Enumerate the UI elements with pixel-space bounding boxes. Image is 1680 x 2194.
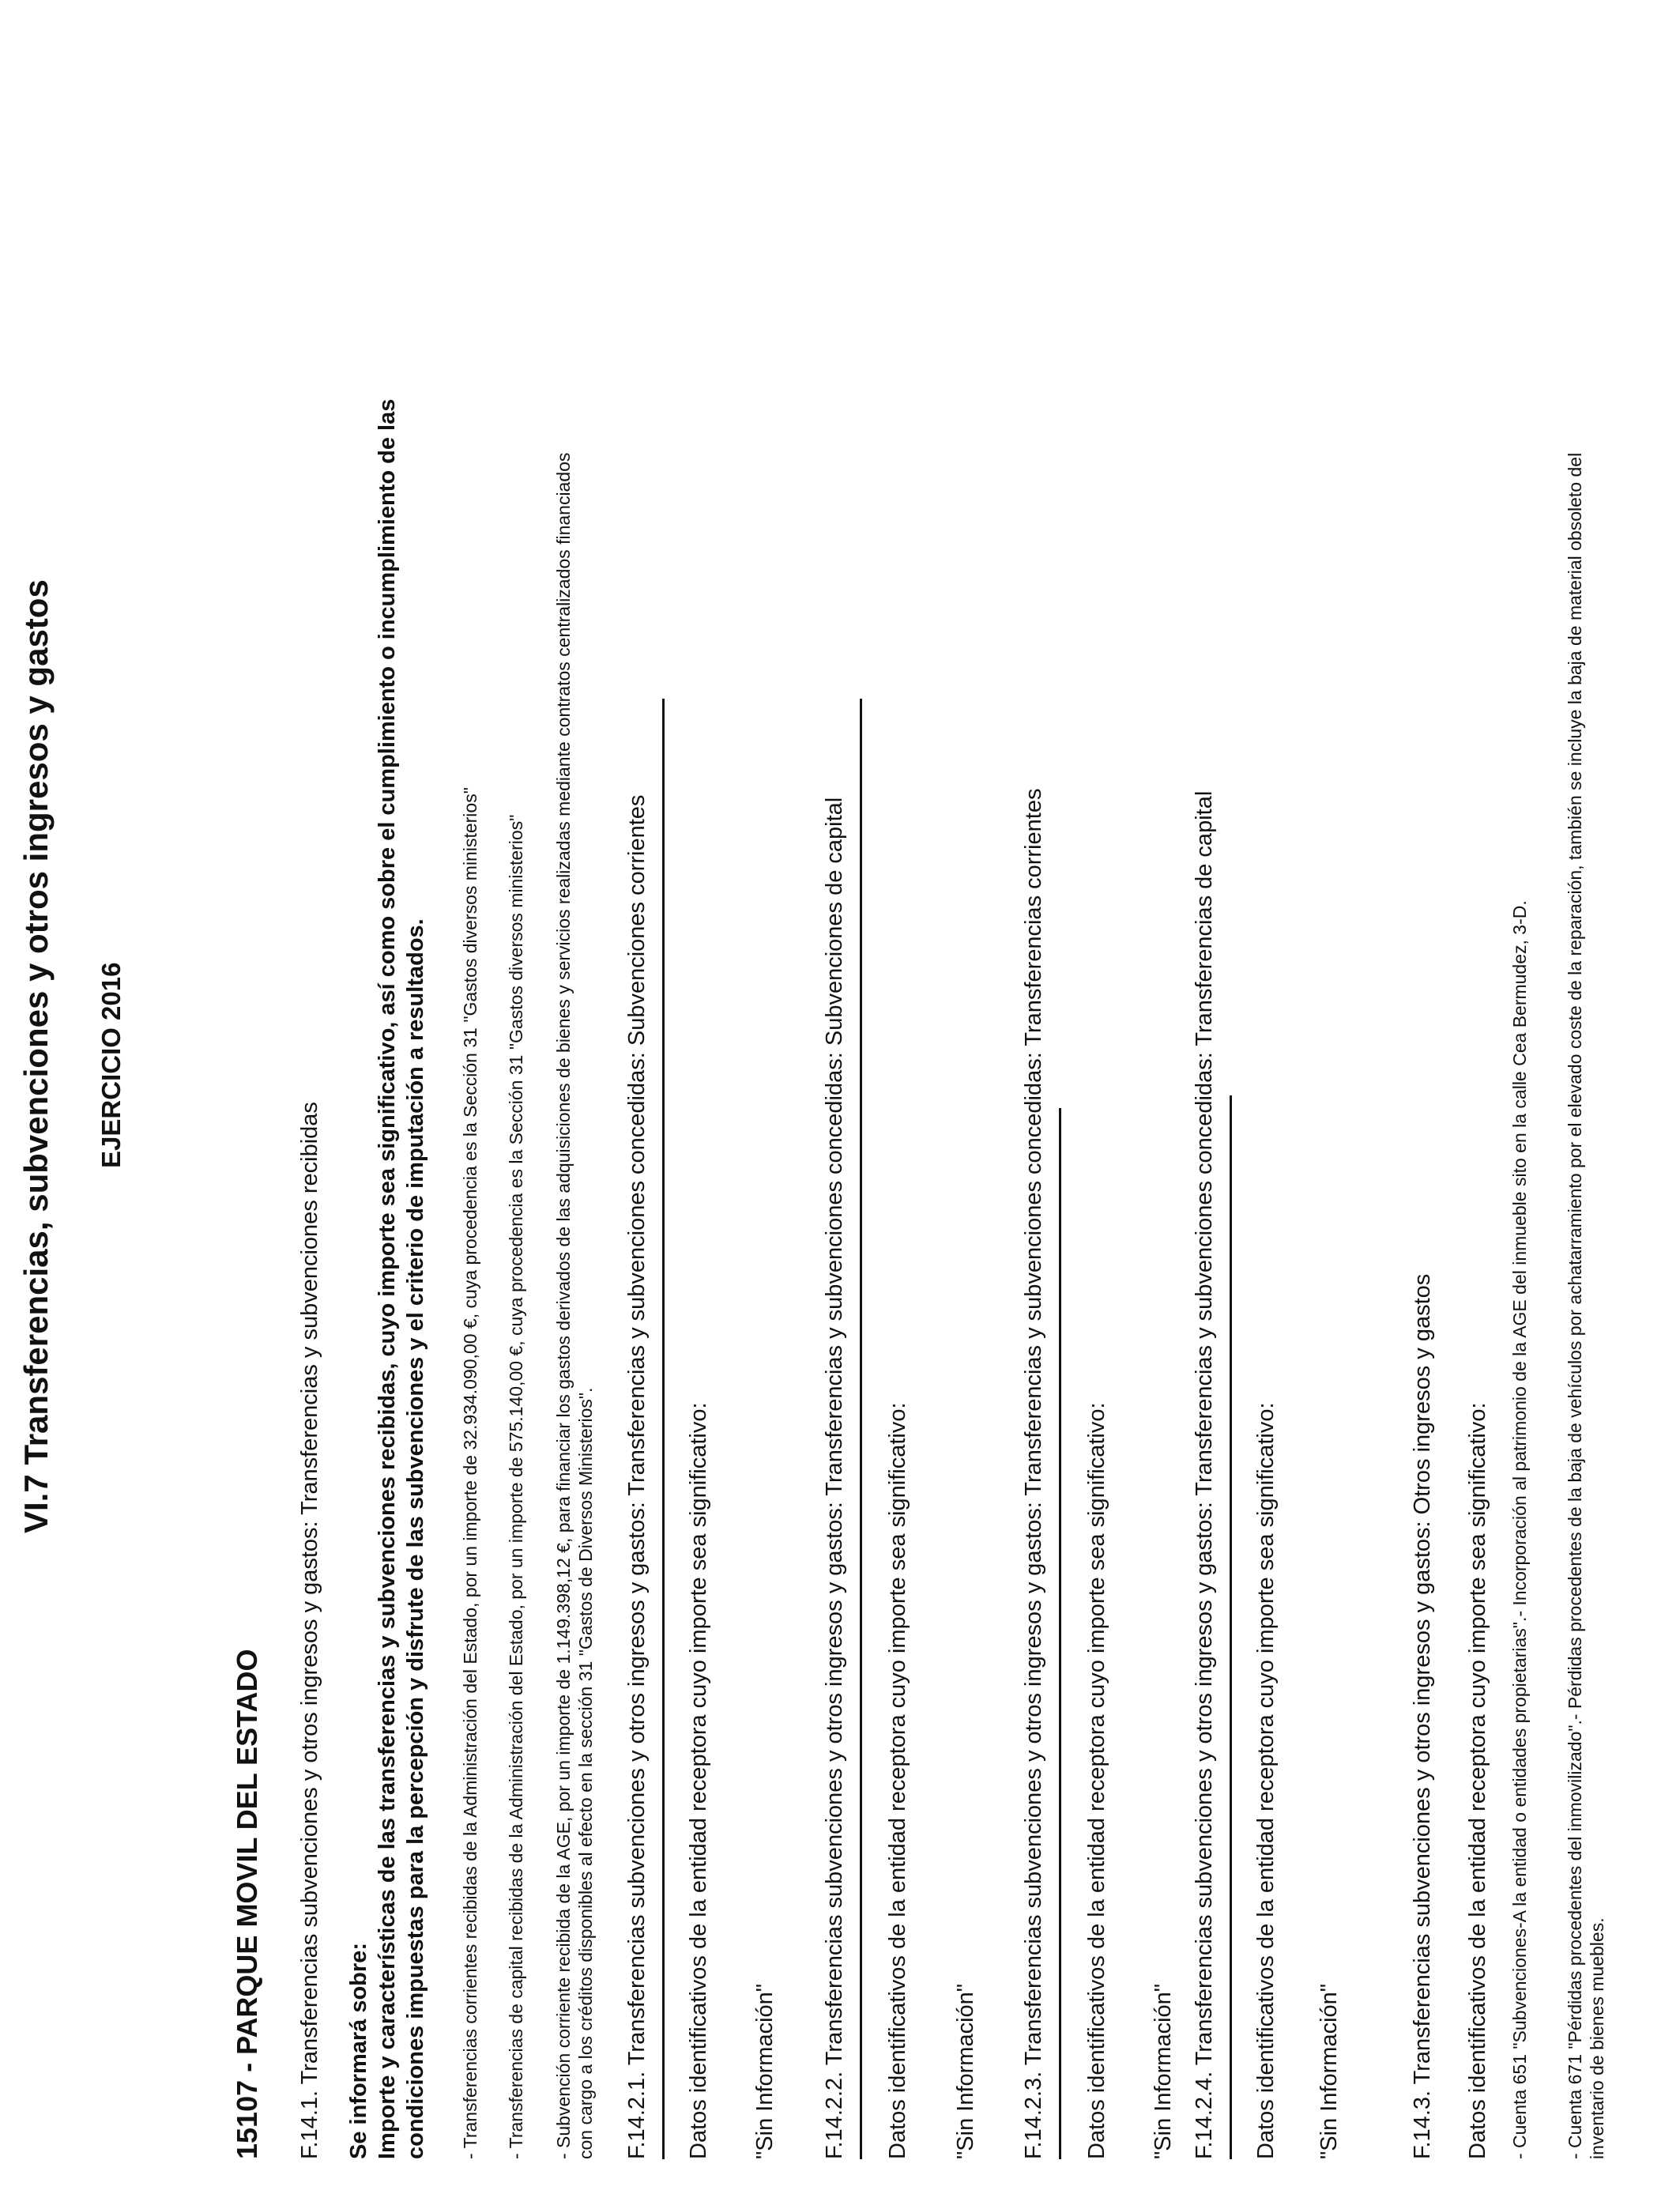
- f14222-datos-label: Datos identificativos de la entidad receptora cuyo importe sea significativo:: [885, 1402, 910, 2159]
- section-divider: [860, 699, 862, 2159]
- f14224-value: "Sin Información": [1317, 1983, 1342, 2159]
- entity-title: 15107 - PARQUE MOVIL DEL ESTADO: [231, 1649, 263, 2159]
- f1441-intro: Se informará sobre:: [346, 1943, 371, 2159]
- section-divider: [1230, 1095, 1232, 2159]
- section-divider: [662, 699, 665, 2159]
- section-divider: [1059, 1108, 1061, 2159]
- f1441-item-3-line-2: con cargo a los créditos disponibles al efecto en la sección 31 "Gastos de Diversos Ministerios".: [575, 1387, 596, 2159]
- f14221-datos-label: Datos identificativos de la entidad receptora cuyo importe sea significativo:: [686, 1402, 711, 2159]
- f1441-item-1: - Transferencias corrientes recibidas de la Administración del Estado, por un importe de 32.934.090,00 €, cuya procedencia es la Sección 31 "Gastos diversos ministerios": [460, 787, 480, 2159]
- f14222-heading: F.14.2.2. Transferencias subvenciones y otros ingresos y gastos: Transferencias y subvenciones concedidas: Subvenciones de capital: [822, 797, 847, 2159]
- f1443-item-1: - Cuenta 651 "Subvenciones-A la entidad o entidades propietarias".- Incorporación al patrimonio de la AGE del inmueble sito en la calle Cea Bermudez, 3-D.: [1509, 900, 1530, 2159]
- f1443-item-2-line-2: inventario de bienes muebles.: [1587, 1917, 1607, 2159]
- f1443-datos-label: Datos identificativos de la entidad receptora cuyo importe sea significativo:: [1465, 1402, 1490, 2159]
- f14224-datos-label: Datos identificativos de la entidad receptora cuyo importe sea significativo:: [1253, 1402, 1279, 2159]
- f14221-value: "Sin Información": [752, 1983, 778, 2159]
- f1443-heading: F.14.3. Transferencias subvenciones y otros ingresos y gastos: Otros ingresos y gastos: [1410, 1273, 1435, 2159]
- f14223-datos-label: Datos identificativos de la entidad receptora cuyo importe sea significativo:: [1084, 1402, 1109, 2159]
- f1443-item-2-line-1: - Cuenta 671 "Pérdidas procedentes del inmovilizado".- Pérdidas procedentes de la baja de vehículos por achatarramiento por el elevado coste de la reparación, también se incluye la baja de material obsoleto del: [1565, 452, 1585, 2159]
- page-title: VI.7 Transferencias, subvenciones y otros ingresos y gastos: [17, 579, 55, 1533]
- f1441-intro-line-1: Importe y características de las transferencias y subvenciones recibidas, cuyo importe sea significativo, así como sobre el cumplimiento o incumplimiento de las: [375, 398, 400, 2159]
- f1441-item-2: - Transferencias de capital recibidas de la Administración del Estado, por un importe de 575.140,00 €, cuya procedencia es la Sección 31 "Gastos diversos ministerios": [506, 814, 526, 2159]
- f14222-value: "Sin Información": [953, 1983, 978, 2159]
- ejercicio-label: EJERCICIO 2016: [96, 962, 126, 1168]
- f14223-value: "Sin Información": [1151, 1983, 1176, 2159]
- f1441-heading: F.14.1. Transferencias subvenciones y otros ingresos y gastos: Transferencias y subvenciones recibidas: [297, 1102, 322, 2159]
- f14221-heading: F.14.2.1. Transferencias subvenciones y otros ingresos y gastos: Transferencias y subvenciones concedidas: Subvenciones corrientes: [624, 794, 650, 2159]
- f14224-heading: F.14.2.4. Transferencias subvenciones y otros ingresos y gastos: Transferencias y subvenciones concedidas: Transferencias de capital: [1192, 790, 1217, 2159]
- f1441-item-3-line-1: - Subvención corriente recibida de la AGE, por un importe de 1.149.398,12 €, para financiar los gastos derivados de las adquisiciones de bienes y servicios realizadas mediante contratos centralizados financiados: [553, 452, 574, 2159]
- f1441-intro-line-2: condiciones impuestas para la percepción y disfrute de las subvenciones y el criterio de imputación a resultados.: [403, 918, 428, 2159]
- f14223-heading: F.14.2.3. Transferencias subvenciones y otros ingresos y gastos: Transferencias y subvenciones concedidas: Transferencias corrientes: [1021, 788, 1046, 2159]
